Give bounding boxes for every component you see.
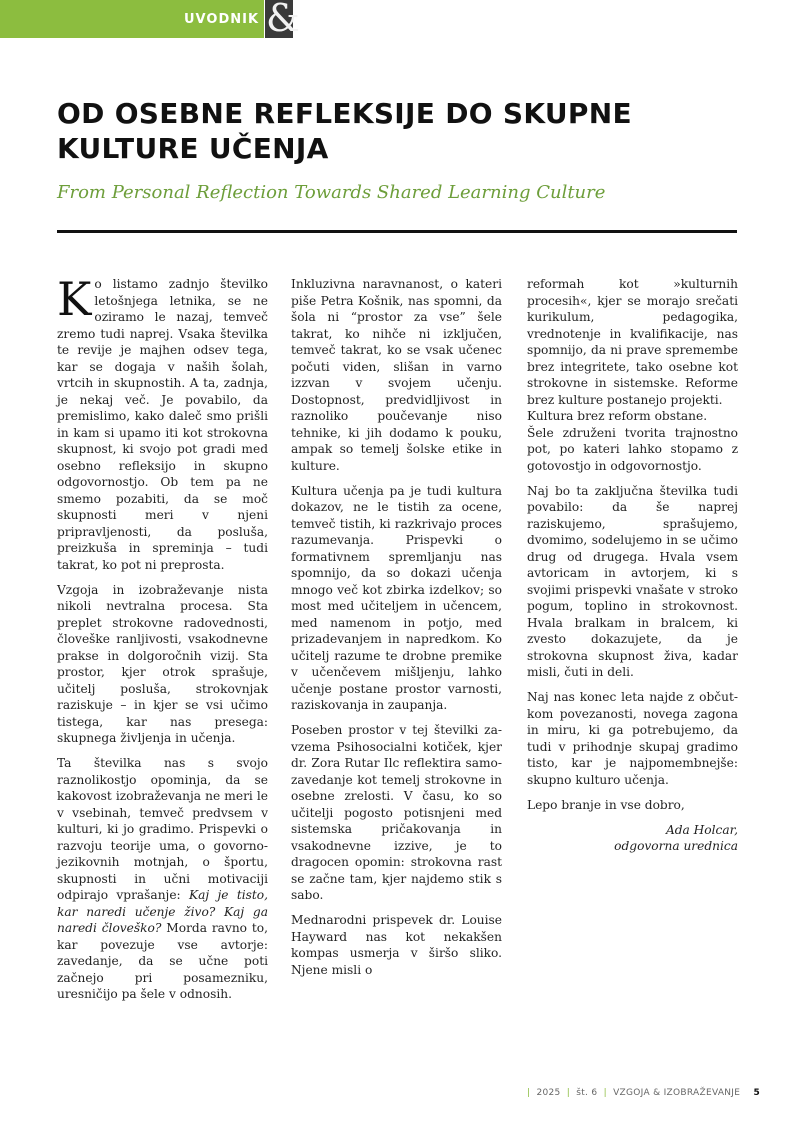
journal-logo	[265, 0, 300, 40]
closing-line: Lepo branje in vse dobro,	[527, 797, 685, 812]
paragraph: Naj nas konec leta najde z občutkom povezanosti, novega zagona in miru, ki ga potrebujemo, da tudi v prihodnje skupaj gradimo tisto, kar je najpomembnejše: skupno kulturo učenja.	[527, 690, 738, 787]
article-title: OD OSEBNE REFLEKSIJE DO SKUPNE KULTURE UČENJA	[57, 97, 632, 165]
italic-question: Kaj je tisto, kar naredi učenje živo? Kaj ga naredi človeško?	[57, 888, 268, 935]
paragraph	[57, 755, 268, 1003]
footer-separator: |	[603, 1088, 607, 1098]
footer-separator: |	[526, 1088, 531, 1098]
paragraph: Inkluzivna naravnanost, o kateri piše Petra Košnik, nas spomni, da šola ni “prostor za vse” šele takrat, ko nihče ni izključen, temveč takrat, ko se vsak učenec počuti viden, slišan in varno izzvan v svojem učenju. Dostopnost, predvidljivost in raznoliko poučevanje niso tehnike, ki jih dodamo k pouku, ampak so temelj šolske etike in kulture.	[291, 277, 502, 473]
paragraph-text: Kultura brez reform obstane.	[527, 409, 708, 423]
footer-year: 2025	[536, 1088, 561, 1098]
text-column-2	[291, 276, 502, 987]
page-number: 5	[753, 1088, 760, 1098]
paragraph-text: o listamo zadnjo številko letošnjega letnika, se ne oziramo le nazaj, temveč zremo tudi naprej. Vsaka številka te revije je majhen odsev tega, kar se dogaja v naših šolah, vrtcih in skupnostih. A ta, zadnja, je nekaj več. Je povabilo, da premislimo, kako daleč smo prišli in kam si upamo iti kot strokovna skupnost, ki svojo pot gradi med osebno refleksijo in skupno odgovornostjo. Ob tem pa ne smemo pozabiti, da se moč skupnosti meri v njeni pripravljenosti, da posluša, preizkuša in spreminja – tudi takrat, ko pot ni preprosta.	[57, 277, 268, 572]
text-column-1	[57, 272, 269, 1011]
footer-separator: |	[566, 1088, 571, 1098]
author-role: odgovorna urednica	[614, 839, 738, 853]
paragraph-text: reformah kot »kulturnih procesih«, kjer se morajo srečati kurikulum, pedagogika, vrednotenje in kvalifikacije, nas spomnijo, da ni prave spremembe brez integritete, tako osebne kot strokovne in sistemske. Reforme brez kulture postanejo projekti.	[527, 277, 738, 407]
paragraph: Kultura učenja pa je tudi kultura dokazov, ne le tistih za ocene, temveč tistih, ki razkrivajo proces razumevanja. Prispevki o formativnem spremljanju nas spomnijo, da so dokazi učenja mnogo več kot zbirka izdelkov; so most med učiteljem in učencem, med namenom in potjo, med prizadevanjem in napredkom. Ko učitelj razume te drobne premike v učenčevem mišljenju, lahko učenje postane prostor varnosti, raziskovanja in zaupanja.	[291, 483, 502, 712]
paragraph-text: Šele združeni tvorita trajnostno pot, po kateri lahko stopamo z gotovostjo in odgovornostjo.	[527, 425, 738, 473]
author-name: Ada Holcar,	[665, 822, 738, 837]
section-label: UVODNIK	[184, 12, 260, 27]
ampersand-logo-icon: &	[266, 0, 300, 40]
paragraph-text: Ta številka nas s svojo raznolikostjo opominja, da se kakovost izobraževanja ne meri le v vsebinah, temveč predvsem v kulturi, ki jo gradimo. Prispevki o razvoju teorije uma, o govorno-jezikovnih motnjah, o športu, skupnosti in učni motivaciji odpirajo vprašanje:	[57, 756, 268, 902]
paragraph: Vzgoja in izobraževanje nista nikoli nevtralna procesa. Sta preplet strokovne radovednosti, človeške ranljivosti, vsakodnevne prakse in dolgoročnih vizij. Sta prostor, kjer otrok sprašuje, učitelj posluša, strokovnjak raziskuje – in kjer se vsi učimo tistega, kar nas presega: skupnega življenja in učenja.	[57, 582, 268, 745]
paragraph-text: Morda ravno to, kar povezuje vse avtorje: zavedanje, da se učne poti začnejo pri posamezniku, uresničijo pa šele v odnosih.	[57, 921, 269, 1001]
footer-journal: VZGOJA & IZOBRAŽEVANJE	[613, 1088, 741, 1098]
article-subtitle: From Personal Reflection Towards Shared Learning Culture	[57, 182, 606, 203]
paragraph: Mednarodni prispevek dr. Louise Hayward nas kot nekakšen kompas usmerja v širšo sliko. Njene misli o	[291, 913, 502, 977]
paragraph: Poseben prostor v tej številki zavzema Psihosocialni kotiček, kjer dr. Zora Rutar Ilc reflektira samozavedanje kot temelj strokovne in osebne zrelosti. V času, ko so učitelji pogosto potisnjeni med sistemska pričakovanja in vsakodnevne izzive, je to dragocen opomin: strokovna rast se začne tam, kjer najdemo stik s sabo.	[291, 723, 502, 902]
paragraph: Naj bo ta zaključna številka tudi povabilo: da še naprej raziskujemo, sprašujemo, dvomimo, sodelujemo in se učimo drug od drugega. Hvala vsem avtoricam in avtorjem, ki s svojimi prispevki vnašate v stroko pogum, toplino in strokovnost. Hvala bralkam in bralcem, ki zvesto dokazujete, da je strokovna skupnost živa, kadar misli, čuti in deli.	[527, 483, 738, 679]
text-column-3	[527, 276, 738, 863]
paragraph	[527, 276, 738, 474]
footer-issue: št. 6	[576, 1088, 598, 1098]
signature	[527, 822, 738, 855]
drop-cap: K	[57, 272, 92, 326]
title-divider	[57, 230, 737, 233]
page-footer	[524, 1088, 760, 1098]
paragraph	[57, 272, 268, 573]
